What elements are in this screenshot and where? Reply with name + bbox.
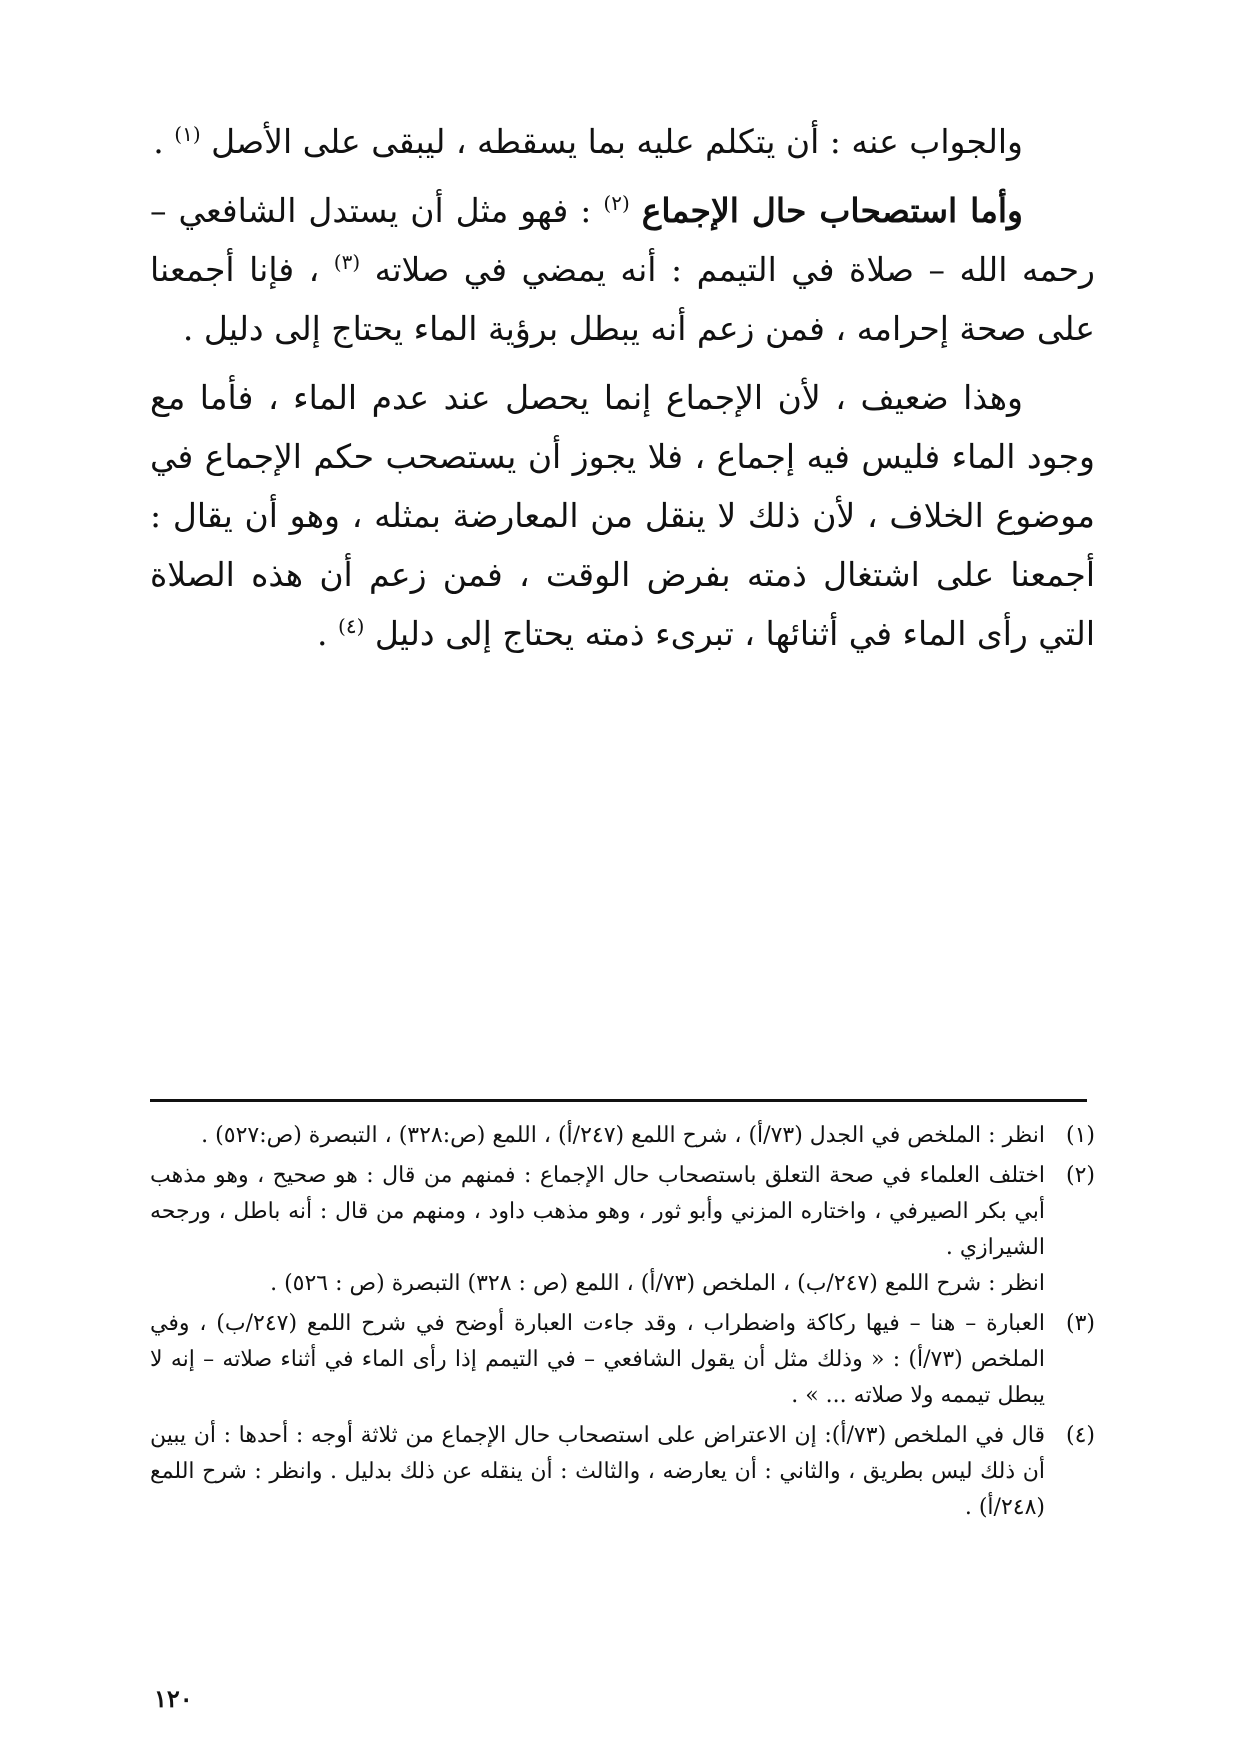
main-text-objection [150,368,1095,663]
paragraph-istishab [150,181,1095,358]
footnote-ref-1[interactable]: (١) [174,122,201,146]
footnotes [150,1118,1095,1530]
footnote-number: (٤) [1065,1423,1095,1448]
paragraph-answer [150,112,1095,171]
paragraph-objection [150,368,1095,663]
footnote-divider [150,1099,1087,1102]
footnote-number: (٢) [1065,1163,1095,1188]
paragraph-objection-text: وهذا ضعيف ، لأن الإجماع إنما يحصل عند عدم الماء ، فأما مع وجود الماء فليس فيه إجماع ، فلا يجوز أن يستصحب حكم الإجماع في موضوع الخلاف ، لأن ذلك لا ينقل من المعارضة بمثله ، وهو أن يقال : أجمعنا على اشتغال ذمته بفرض الوقت ، فمن زعم أن هذه الصلاة التي رأى الماء في أثنائها ، تبرىء ذمته يحتاج إلى دليل [150,378,1095,653]
footnote-3 [150,1306,1095,1414]
footnote-body [150,1306,1045,1414]
paragraph-answer-text: والجواب عنه : أن يتكلم عليه بما يسقطه ، ليبقى على الأصل [211,122,1023,161]
paragraph-istishab-text-1: : فهو مثل أن يستدل الشافعي – رحمه الله – صلاة في التيمم : أنه يمضي في صلاته [150,191,1095,289]
footnote-ref-2[interactable]: (٢) [603,191,630,215]
main-text-section [150,181,1095,358]
footnote-2 [150,1158,1095,1302]
footnote-text: قال في الملخص (٧٣/أ): إن الاعتراض على استصحاب حال الإجماع من ثلاثة أوجه : أحدها : أن يبين أن ذلك ليس بطريق ، والثاني : أن يعارضه ، والثالث : أن ينقله عن ذلك بدليل . وانظر : شرح اللمع (٢٤٨/أ) . [150,1423,1045,1520]
paragraph-istishab-text-2: ، فإنا أجمعنا على صحة إحرامه ، فمن زعم أنه يبطل برؤية الماء يحتاج إلى دليل . [150,250,1095,348]
footnote-text-sources: انظر : شرح اللمع (٢٤٧/ب) ، الملخص (٧٣/أ) ، اللمع (ص : ٣٢٨) التبصرة (ص : ٥٢٦) . [270,1271,1045,1296]
paragraph-answer-end: . [153,122,164,161]
main-text [150,112,1095,171]
footnote-text: انظر : الملخص في الجدل (٧٣/أ) ، شرح اللمع (٢٤٧/أ) ، اللمع (ص:٣٢٨) ، التبصرة (ص:٥٢٧) . [201,1123,1045,1148]
page-number: ١٢٠ [154,1684,193,1713]
section-heading: وأما استصحاب حال الإجماع [641,191,1023,230]
footnote-number: (١) [1065,1123,1095,1148]
footnote-text: العبارة – هنا – فيها ركاكة واضطراب ، وقد جاءت العبارة أوضح في شرح اللمع (٢٤٧/ب) ، وفي الملخص (٧٣/أ) : « وذلك مثل أن يقول الشافعي – في التيمم إذا رأى الماء في أثناء صلاته – إنه لا يبطل تيممه ولا صلاته ... » . [150,1311,1046,1408]
footnote-ref-4[interactable]: (٤) [338,614,365,638]
footnote-text: اختلف العلماء في صحة التعلق باستصحاب حال الإجماع : فمنهم من قال : هو صحيح ، وهو مذهب أبي بكر الصيرفي ، واختاره المزني وأبو ثور ، وهو مذهب داود ، ومنهم من قال : أنه باطل ، ورجحه الشيرازي . [150,1163,1045,1260]
footnote-number: (٣) [1065,1311,1095,1336]
footnote-body [150,1158,1045,1302]
paragraph-objection-end: . [317,614,328,653]
footnote-1 [150,1118,1095,1154]
footnote-ref-3[interactable]: (٣) [333,250,361,274]
footnote-4 [150,1418,1095,1526]
footnote-body [150,1118,1045,1154]
footnote-body [150,1418,1045,1526]
